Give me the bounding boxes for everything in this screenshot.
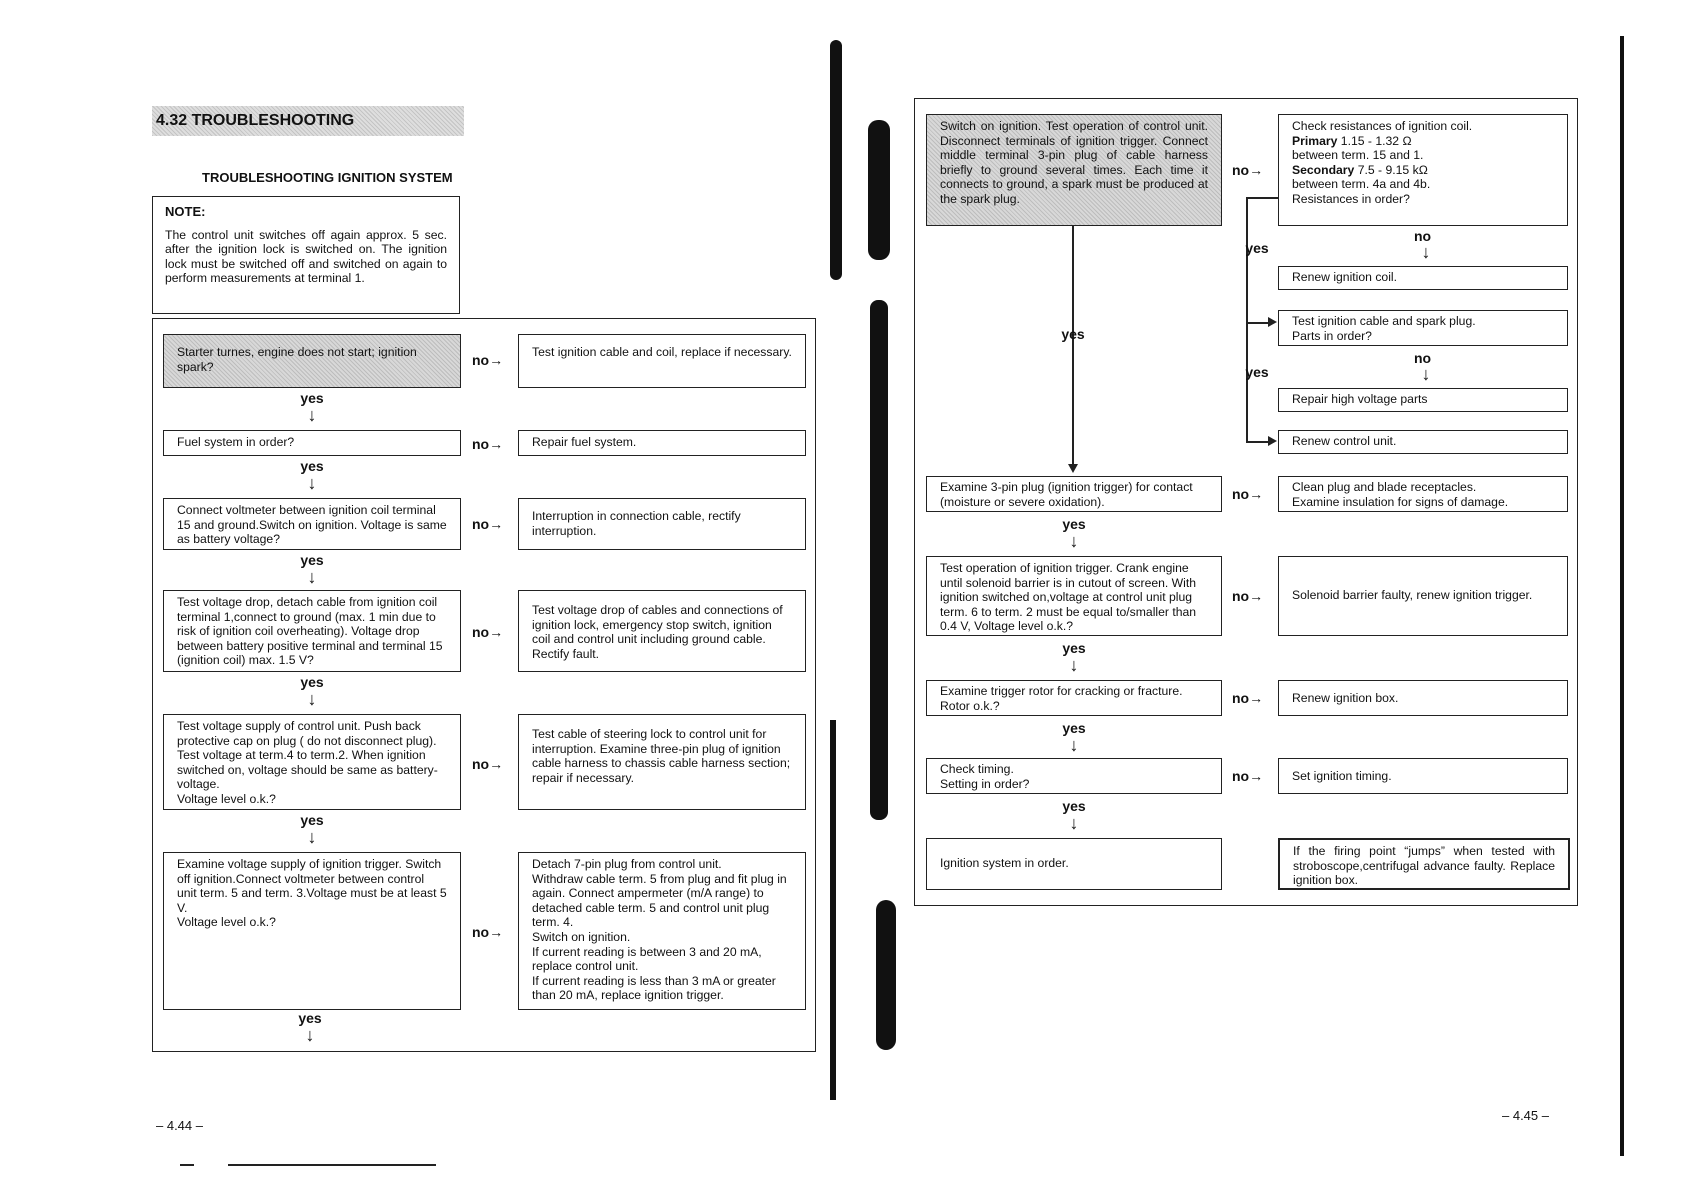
down-arrow-4: ↓ [307,689,317,709]
right-fix-2: Solenoid barrier faulty, renew ignition trigger. [1278,556,1568,636]
page-number-right: – 4.45 – [1502,1108,1549,1123]
secondary-row [1292,163,1554,178]
binding-shadow-2 [868,120,890,260]
secondary-terms: between term. 4a and 4b. [1292,177,1431,192]
down-arrow-2: ↓ [307,473,317,493]
footer-rule-short [180,1164,194,1166]
right-fix-3: Renew ignition box. [1278,680,1568,716]
yes-label-coil: yes [1245,240,1269,256]
yes-label-4: yes [300,674,324,690]
to-test-cable-arrowhead [1268,317,1277,327]
left-fix-5: Test cable of steering lock to control unit for interruption. Examine three-pin plug of ignition cable harness to chassis cable harness section; repair if necessary. [518,714,806,810]
left-fix-1: Test ignition cable and coil, replace if necessary. [518,334,806,388]
yes-label-cable: yes [1245,364,1269,380]
repair-hv-box: Repair high voltage parts [1278,388,1568,412]
secondary-label: Secondary [1292,162,1355,177]
primary-row [1292,134,1554,149]
coil-check-line1: Check resistances of ignition coil. [1292,119,1473,133]
left-check-1: Starter turnes, engine does not start; ignition spark? [163,334,461,388]
right-fix-1: Clean plug and blade receptacles. Examine insulation for signs of damage. [1278,476,1568,512]
down-arrow-1: ↓ [307,405,317,425]
to-renew-control-arrowhead [1268,436,1277,446]
coil-yes-connector [1246,197,1248,442]
down-arrow-r4: ↓ [1069,813,1079,833]
right-check-4: Check timing. Setting in order? [926,758,1222,794]
yes-label-r1: yes [1062,516,1086,532]
renew-coil-box: Renew ignition coil. [1278,266,1568,290]
right-fix-4: Set ignition timing. [1278,758,1568,794]
binding-shadow [830,40,842,280]
left-check-4: Test voltage drop, detach cable from ignition coil terminal 1,connect to ground (max. 1 min due to risk of ignition coil overheating). Voltage drop between battery positive terminal and terminal 15 (ignition coil) max. 1.5 V? [163,590,461,672]
down-arrow-cable: ↓ [1421,364,1431,384]
yes-label-3: yes [300,552,324,568]
left-fix-4: Test voltage drop of cables and connections of ignition lock, emergency stop switch, ignition coil and control unit including ground cable. Rectify fault. [518,590,806,672]
binding-shadow-5 [830,720,836,1100]
left-fix-2: Repair fuel system. [518,430,806,456]
test-cable-box: Test ignition cable and spark plug. Parts in order? [1278,310,1568,346]
no-arrow-1: no→ [472,352,504,368]
binding-shadow-4 [876,900,896,1050]
yes-label-1: yes [300,390,324,406]
primary-value: 1.15 - 1.32 Ω [1340,133,1412,148]
yes-label-r3: yes [1062,720,1086,736]
coil-question: Resistances in order? [1292,191,1410,206]
down-arrow-6: ↓ [305,1025,315,1045]
top-yes-line [1072,226,1074,468]
no-arrow-r4: no→ [1232,768,1264,784]
no-label-coil: no [1414,228,1432,244]
right-check-1: Examine 3-pin plug (ignition trigger) for contact (moisture or severe oxidation). [926,476,1222,512]
no-arrow-r1: no→ [1232,486,1264,502]
right-check-5: Ignition system in order. [926,838,1222,890]
yes-label-top: yes [1061,326,1085,342]
left-check-2: Fuel system in order? [163,430,461,456]
coil-yes-connector-top [1246,197,1278,199]
down-arrow-5: ↓ [307,827,317,847]
left-check-6: Examine voltage supply of ignition trigger. Switch off ignition.Connect voltmeter between control unit term. 5 and term. 3.Voltage must be at least 5 V. Voltage level o.k.? [163,852,461,1010]
top-yes-arrowhead [1068,464,1078,473]
down-arrow-r3: ↓ [1069,735,1079,755]
no-arrow-top: no→ [1232,162,1264,178]
right-fix-5: If the firing point “jumps” when tested with stroboscope,centrifugal advance faulty. Replace ignition box. [1278,838,1570,890]
no-label-cable: no [1414,350,1432,366]
binding-shadow-3 [870,300,888,820]
secondary-value: 7.5 - 9.15 kΩ [1357,162,1428,177]
note-text: The control unit switches off again approx. 5 sec. after the ignition lock is switched on. The ignition lock must be switched off and switched on again to perform measurements at terminal 1. [165,227,447,286]
left-check-5: Test voltage supply of control unit. Push back protective cap on plug ( do not disconnect plug). Test voltage at term.4 to term.2. When ignition switched on, voltage should be same as battery-voltage. Voltage level o.k.? [163,714,461,810]
no-arrow-4: no→ [472,624,504,640]
note-heading: NOTE: [165,204,206,219]
primary-label: Primary [1292,133,1338,148]
left-fix-6: Detach 7-pin plug from control unit. Withdraw cable term. 5 from plug and fit plug in again. Connect ampermeter (m/A range) to detached cable term. 5 and control unit plug term. 4. Switch on ignition. If current reading is between 3 and 20 mA, replace control unit. If current reading is less than 3 mA or greater than 20 mA, replace ignition trigger. [518,852,806,1010]
section-title: 4.32 TROUBLESHOOTING [152,106,464,136]
renew-control-box: Renew control unit. [1278,430,1568,454]
no-arrow-r2: no→ [1232,588,1264,604]
down-arrow-r2: ↓ [1069,655,1079,675]
yes-label-5: yes [300,812,324,828]
no-arrow-r3: no→ [1232,690,1264,706]
right-top-check: Switch on ignition. Test operation of control unit. Disconnect terminals of ignition trigger. Connect middle terminal 3-pin plug of cable harness briefly to ground several times. Each time it connects to ground, a spark must be produced at the spark plug. [926,114,1222,226]
down-arrow-coil: ↓ [1421,242,1431,262]
no-arrow-3: no→ [472,516,504,532]
note-box [152,196,460,314]
yes-label-r2: yes [1062,640,1086,656]
primary-terms: between term. 15 and 1. [1292,148,1424,163]
no-arrow-2: no→ [472,436,504,452]
no-arrow-6: no→ [472,924,504,940]
yes-label-2: yes [300,458,324,474]
footer-rule [228,1164,436,1166]
page-edge-right [1620,36,1624,1156]
down-arrow-r1: ↓ [1069,531,1079,551]
page-number-left: – 4.44 – [156,1118,203,1133]
right-check-2: Test operation of ignition trigger. Crank engine until solenoid barrier is in cutout of screen. With ignition switched on,voltage at control unit plug term. 6 to term. 2 must be equal to/smaller than 0.4 V, Voltage level o.k.? [926,556,1222,636]
left-check-3: Connect voltmeter between ignition coil terminal 15 and ground.Switch on ignition. Voltage is same as battery voltage? [163,498,461,550]
yes-label-r4: yes [1062,798,1086,814]
down-arrow-3: ↓ [307,567,317,587]
page-subtitle: TROUBLESHOOTING IGNITION SYSTEM [202,170,453,185]
coil-check-box [1278,114,1568,226]
yes-label-6: yes [298,1010,322,1026]
no-arrow-5: no→ [472,756,504,772]
left-fix-3: Interruption in connection cable, rectify interruption. [518,498,806,550]
right-check-3: Examine trigger rotor for cracking or fracture. Rotor o.k.? [926,680,1222,716]
